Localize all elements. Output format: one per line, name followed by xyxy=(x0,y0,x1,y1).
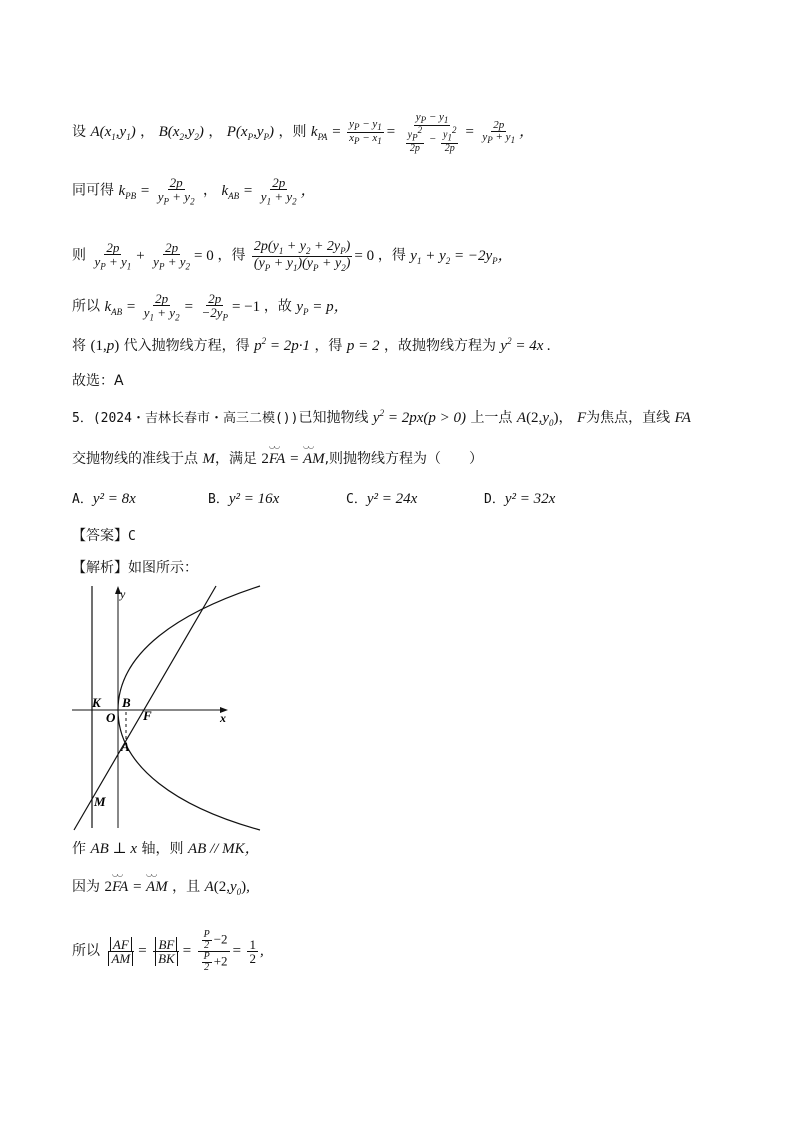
math-pointA: $A(2,y_0)$, xyxy=(204,879,250,897)
answer-label: 【答案】 xyxy=(72,528,128,544)
text: ， xyxy=(203,182,218,199)
math-vector-eq: 2◡◡ FA = ◡◡ AM xyxy=(104,879,167,895)
math-FA: FA xyxy=(674,410,691,426)
label-x: x xyxy=(220,711,226,725)
slope-pa-formula: $k_{PA}$ = $\frac{y_P - y_1}{x_P - x_1}$ = $y_P - y_1$ $\frac{y_P^2}{2p}$ − $\frac{y_1^2}{2p}$ = $\frac{2p}{y_P + y_1}$ ， xyxy=(310,111,535,154)
label-k: K xyxy=(92,695,101,710)
math-pointA: $A(2,y_0)$ xyxy=(516,410,559,428)
slope-ab-formula: $k_{AB}$ = $\frac{2p}{y_1 + y_2}$ ， xyxy=(221,175,316,207)
math-combined: $\frac{2p(y_1 + y_2 + 2y_P)}{(y_P + y_1)(y_P + y_2)}$ = 0 xyxy=(253,239,375,273)
math-A: $A(x_1,y_1)$ xyxy=(90,124,136,143)
option-d xyxy=(484,492,555,507)
math-P: $P(x_P,y_P)$ xyxy=(226,124,275,143)
math-kab: $k_{AB}$ = $\frac{2p}{y_1 + y_2}$ = $\frac{2p}{-2y_P}$ = −1 xyxy=(104,291,261,323)
text: ，故 xyxy=(263,298,292,315)
text: 交抛物线的准线于点 xyxy=(72,451,198,467)
text: 将 xyxy=(72,338,86,354)
solution-line-1 xyxy=(72,112,534,154)
option-label: D． xyxy=(484,492,505,507)
math-point: (1,p) xyxy=(90,338,120,354)
label-y: y xyxy=(120,587,126,601)
slope-pb-formula: $k_{PB}$ = $\frac{2p}{y_P + y_2}$ xyxy=(118,175,195,207)
label-f: F xyxy=(143,708,152,723)
text: ，且 xyxy=(172,879,201,895)
math-F: F xyxy=(576,410,587,426)
option-c xyxy=(346,492,417,507)
text: 则 xyxy=(72,247,86,264)
text: ，得 xyxy=(217,247,246,264)
text: 同可得 xyxy=(72,182,114,199)
analysis-label: 【解析】 xyxy=(72,560,128,576)
analysis-line xyxy=(72,561,198,575)
math-ab-perp: AB ⊥ x xyxy=(90,841,138,857)
option-equation: y² = 8x xyxy=(92,491,136,507)
text: 设 xyxy=(72,124,86,141)
option-equation: y² = 24x xyxy=(366,491,418,507)
analysis-step-1 xyxy=(72,842,260,857)
option-label: C． xyxy=(346,492,367,507)
math-yp: $y_P = p$， xyxy=(296,298,349,317)
option-a xyxy=(72,492,136,507)
analysis-step-2 xyxy=(72,880,250,897)
text: ，则 xyxy=(278,124,307,141)
solution-line-4 xyxy=(72,292,349,323)
question-5-stem xyxy=(72,409,691,428)
text: ，得 xyxy=(314,338,343,354)
text: 轴，则 xyxy=(141,841,184,857)
text: 为焦点，直线 xyxy=(586,410,671,426)
math-result: $y_1 + y_2 = -2y_P$， xyxy=(410,247,513,266)
option-equation: y² = 32x xyxy=(504,491,556,507)
math-vector-eq: 2◡◡ FA = ◡◡ AM xyxy=(261,451,324,467)
solution-line-2 xyxy=(72,176,316,207)
option-label: B． xyxy=(208,492,229,507)
text: ,则抛物线方程为（ ） xyxy=(324,451,484,467)
text: 已知抛物线 xyxy=(298,410,369,426)
text: ， xyxy=(558,410,573,426)
text: 上一点 xyxy=(470,410,513,426)
option-b xyxy=(208,492,279,507)
question-number: 5． xyxy=(72,411,93,426)
text: 作 xyxy=(72,841,86,857)
text: 因为 xyxy=(72,879,100,895)
parabola-diagram xyxy=(70,582,270,832)
label-m: M xyxy=(94,794,106,809)
label-a: A xyxy=(121,739,130,754)
solution-line-5 xyxy=(72,337,551,354)
question-source: (2024・吉林长春市・高三二模()) xyxy=(92,411,299,426)
choice-conclusion: 故选：A xyxy=(72,373,124,389)
math-parabola: $y^2 = 2px(p > 0)$ xyxy=(372,408,466,426)
option-equation: y² = 16x xyxy=(228,491,280,507)
text: ，得 xyxy=(377,247,406,264)
text: ，满足 xyxy=(214,451,257,467)
math-eq1: $p^2 = 2p\cdot 1$ xyxy=(254,336,310,354)
answer-line xyxy=(72,529,136,543)
text: 代入抛物线方程，得 xyxy=(123,338,250,354)
math-B: $B(x_2,y_2)$ xyxy=(158,124,204,143)
analysis-step-3 xyxy=(72,930,264,973)
math-ratio: $\frac{AF}{AM}$ = $\frac{BF}{BK}$ = $\frac{P}{2}$ −2 $\frac{P}{2}$ +2 = $\frac{1}{2}$ , xyxy=(104,943,263,959)
label-b: B xyxy=(122,695,131,710)
text: ， xyxy=(140,124,155,141)
text: 所以 xyxy=(72,298,100,315)
analysis-intro: 如图所示： xyxy=(128,560,198,576)
text: ，故抛物线方程为 xyxy=(383,338,496,354)
math-M: M xyxy=(202,451,215,467)
math-sum: $\frac{2p}{y_P + y_1}$ + $\frac{2p}{y_P + y_2}$ = 0 xyxy=(94,240,214,272)
label-o: O xyxy=(106,710,116,725)
text: ， xyxy=(208,124,223,141)
math-eq3: $y^2 = 4x$ . xyxy=(500,336,551,354)
math-parallel: AB // MK， xyxy=(187,841,260,857)
text: 所以 xyxy=(72,942,100,959)
option-label: A． xyxy=(72,492,93,507)
question-5-stem-cont xyxy=(72,452,483,467)
answer-value: C xyxy=(128,529,136,544)
parabola-curve xyxy=(118,586,260,830)
solution-line-3 xyxy=(72,240,513,273)
math-eq2: p = 2 xyxy=(346,338,380,354)
